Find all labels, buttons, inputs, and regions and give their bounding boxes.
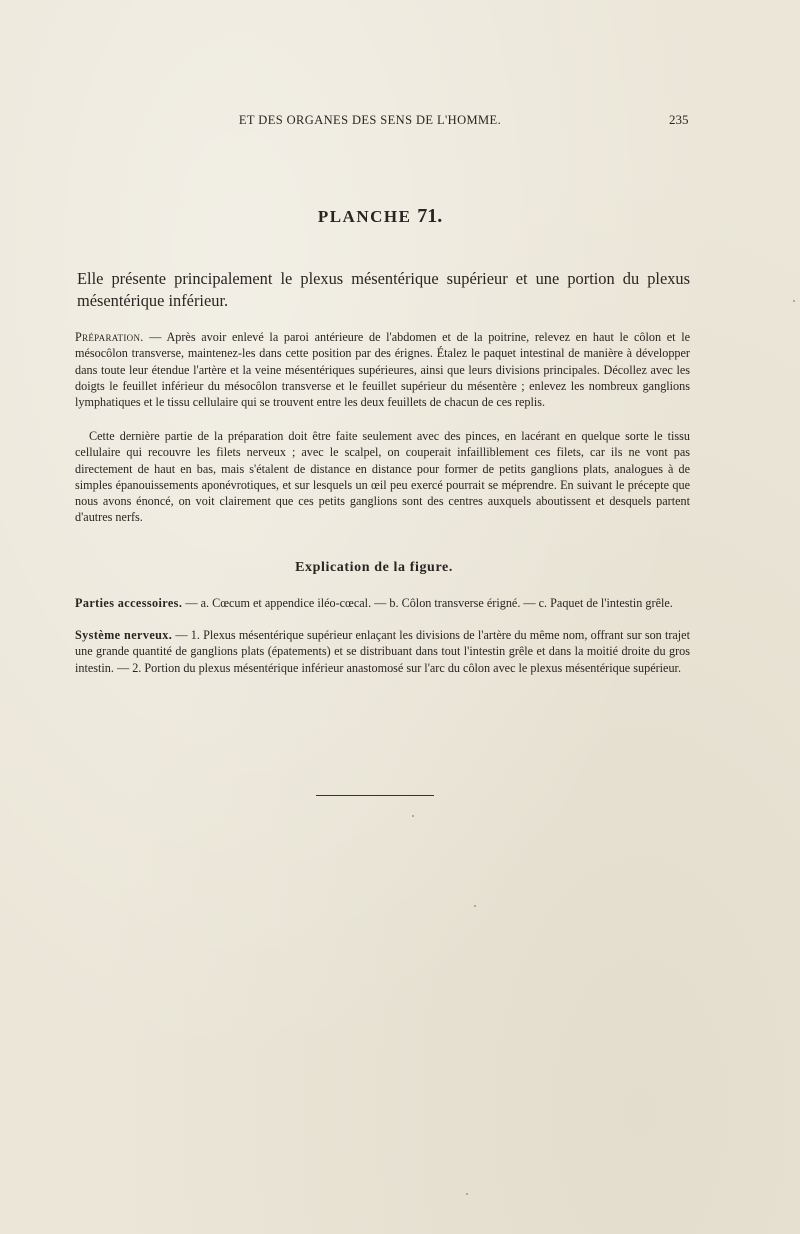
preparation-paragraph bbox=[75, 329, 690, 410]
page-number: 235 bbox=[669, 112, 689, 127]
accessory-parts-text: — a. Cœcum et appendice iléo-cœcal. — b. Côlon transverse érigné. — c. Paquet de l'intestin grêle. bbox=[182, 596, 673, 610]
plate-label: PLANCHE bbox=[317, 207, 412, 226]
running-head: ET DES ORGANES DES SENS DE L'HOMME. bbox=[238, 113, 502, 127]
nervous-system-text: — 1. Plexus mésentérique supérieur enlaçant les divisions de l'artère du même nom, offrant sur son trajet une grande quantité de ganglions plats (épatements) et se distribuant dans tout l'intestin grêle et dans la moitié droite du gros intestin. — 2. Portion du plexus mésentérique inférieur anastomosé sur l'arc du côlon avec le plexus mésentérique supérieur. bbox=[75, 628, 690, 675]
nervous-system-paragraph bbox=[75, 627, 690, 676]
paper-speck bbox=[474, 905, 476, 907]
paper-speck bbox=[793, 300, 795, 302]
accessory-parts-lead: Parties accessoires. bbox=[75, 596, 183, 610]
nervous-system-lead: Système nerveux. bbox=[75, 628, 173, 642]
accessory-parts-paragraph bbox=[75, 595, 690, 611]
preparation-paragraph-2: Cette dernière partie de la préparation doit être faite seulement avec des pinces, en lacérant en quelque sorte le tissu cellulaire qui recouvre les filets nerveux ; avec le scalpel, on couperait infailliblement ces filets, car ils ne vont pas directement de haut en bas, mais s'étalent de distance en distance pour former de petits ganglions plats, analogues à de simples épanouissements aponévrotiques, et sur lesquels un œil peu exercé pourrait se méprendre. En suivant le précepte que nous avons énoncé, on voit clairement que ces petits ganglions sont des centres auxquels aboutissent et desquels partent d'autres nerfs. bbox=[75, 429, 690, 525]
plate-number: 71. bbox=[417, 205, 443, 227]
intro-paragraph: Elle présente principalement le plexus mésentérique supérieur et une portion du plexus mésentérique inférieur. bbox=[77, 269, 690, 310]
preparation-lead: Préparation. bbox=[75, 330, 144, 344]
paper-speck bbox=[412, 815, 414, 817]
plate-title bbox=[0, 205, 760, 228]
preparation-text: — Après avoir enlevé la paroi antérieure de l'abdomen et de la poitrine, relevez en haut le côlon et le mésocôlon transverse, maintenez-les dans cette position par des érignes. Étalez le paquet intestinal de manière à développer dans toute leur étendue l'artère et la veine mésentériques supérieures, ainsi que leurs divisions principales. Décollez avec les doigts le feuillet inférieur du mésocôlon transverse et le feuillet supérieur du mésentère ; enlevez les nombreux ganglions lymphatiques et le tissu cellulaire qui se trouvent entre les deux feuillets de chacun de ces replis. bbox=[75, 330, 690, 410]
explanation-heading: Explication de la figure. bbox=[295, 560, 453, 575]
paper-speck bbox=[466, 1193, 468, 1195]
closing-rule bbox=[316, 795, 434, 796]
